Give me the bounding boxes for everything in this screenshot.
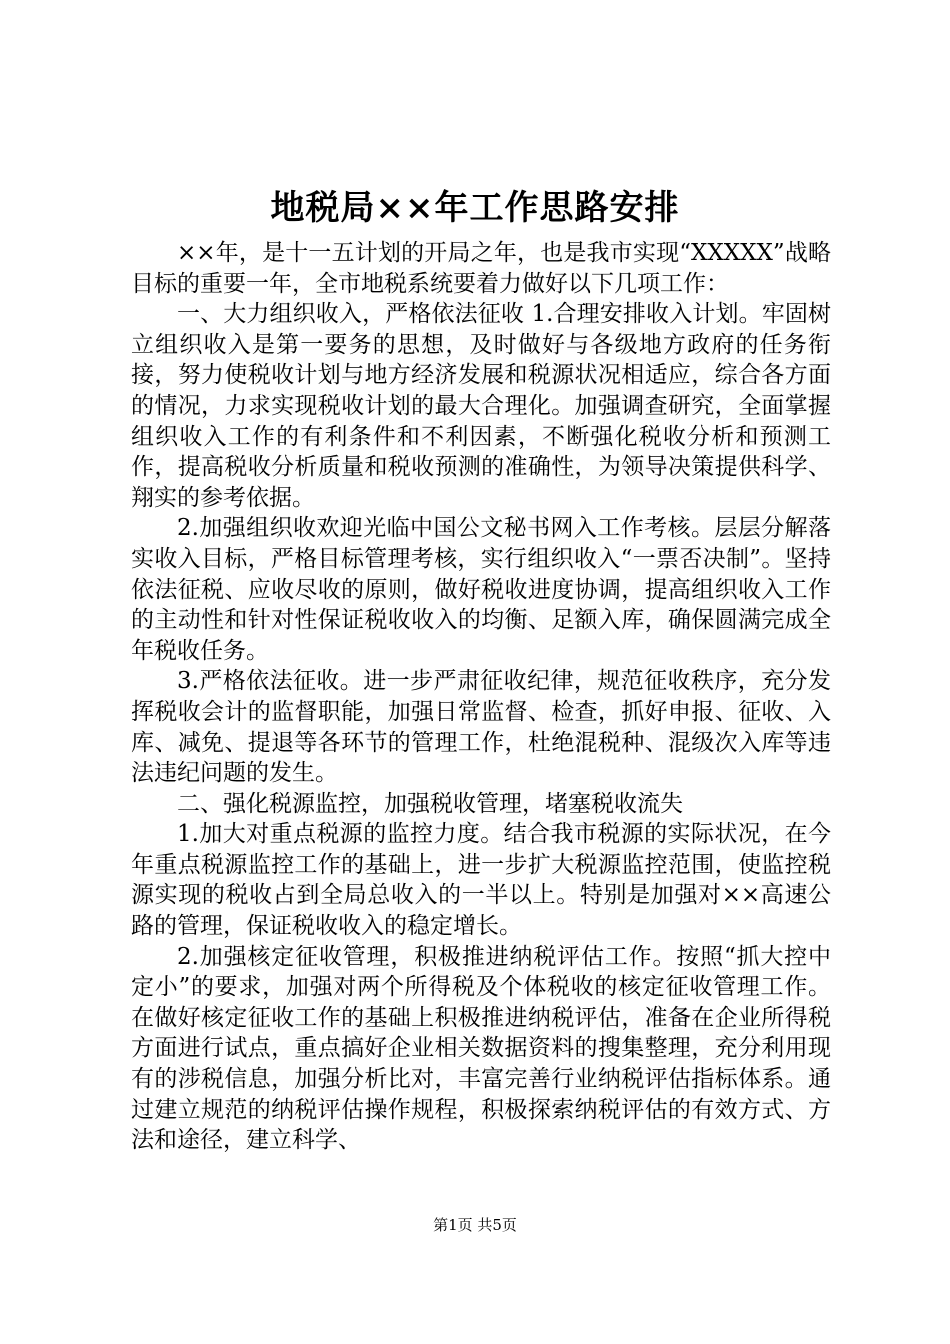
paragraph: 一、大力组织收入，严格依法征收 1.合理安排收入计划。牢固树立组织收入是第一要务的思想，及时做好与各级地方政府的任务衔接，努力使税收计划与地方经济发展和税源状况相适应，综合各方面的情况，力求实现税收计划的最大合理化。加强调查研究，全面掌握组织收入工作的有利条件和不利因素，不断强化税收分析和预测工作，提高税收分析质量和税收预测的准确性，为领导决策提供科学、翔实的参考依据。: [131, 301, 831, 511]
paragraph: 2.加强组织收欢迎光临中国公文秘书网入工作考核。层层分解落实收入目标，严格目标管理考核，实行组织收入“一票否决制”。坚持依法征税、应收尽收的原则，做好税收进度协调，提高组织收入工作的主动性和针对性保证税收收入的均衡、足额入库，确保圆满完成全年税收任务。: [131, 515, 831, 664]
paragraph: 2.加强核定征收管理，积极推进纳税评估工作。按照“抓大控中定小”的要求，加强对两个所得税及个体税收的核定征收管理工作。在做好核定征收工作的基础上积极推进纳税评估，准备在企业所得税方面进行试点，重点搞好企业相关数据资料的搜集整理，充分利用现有的涉税信息，加强分析比对，丰富完善行业纳税评估指标体系。通过建立规范的纳税评估操作规程，积极探索纳税评估的有效方式、方法和途径，建立科学、: [131, 943, 831, 1154]
document-body: [131, 238, 831, 1156]
paragraph: 3.严格依法征收。进一步严肃征收纪律，规范征收秩序，充分发挥税收会计的监督职能，加强日常监督、检查，抓好申报、征收、入库、减免、提退等各环节的管理工作，杜绝混税种、混级次入库等违法违纪问题的发生。: [131, 668, 831, 787]
paragraph: ××年，是十一五计划的开局之年，也是我市实现“XXXXX”战略目标的重要一年，全市地税系统要着力做好以下几项工作：: [131, 240, 831, 297]
section-heading: 二、强化税源监控，加强税收管理，堵塞税收流失: [177, 790, 683, 817]
paragraph: 1.加大对重点税源的监控力度。结合我市税源的实际状况，在今年重点税源监控工作的基础上，进一步扩大税源监控范围，使监控税源实现的税收占到全局总收入的一半以上。特别是加强对××高速公路的管理，保证税收收入的稳定增长。: [131, 821, 831, 940]
document-title: 地税局××年工作思路安排: [270, 188, 680, 228]
page-number-footer: 第1页 共5页: [433, 1216, 517, 1234]
